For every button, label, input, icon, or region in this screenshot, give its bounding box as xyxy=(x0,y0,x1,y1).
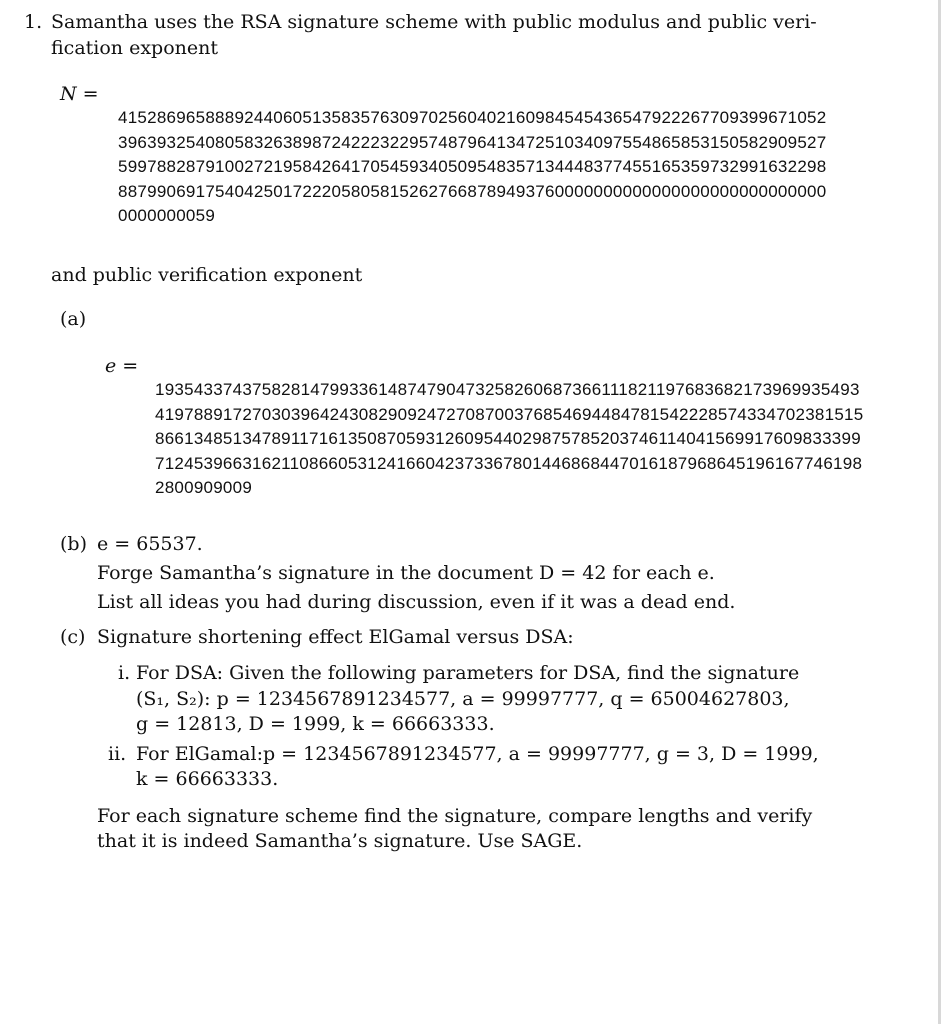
e-line: 2800909009 xyxy=(155,478,253,497)
part-a-label: (a) xyxy=(60,308,87,330)
part-b-equation: e = 65537. xyxy=(97,533,203,555)
part-c-ii-line-2: k = 66663333. xyxy=(136,768,279,790)
n-line: 8879906917540425017222058058152627668789493760000000000000000000000000000 xyxy=(118,181,827,201)
part-c-ii-line-1: For ElGamal:p = 1234567891234577, a = 99997777, g = 3, D = 1999, xyxy=(136,743,819,765)
n-line: 4152869658889244060513583576309702560402160984545436547922267709399671052 xyxy=(118,108,827,127)
e-line: 4197889172703039642430829092472708700376854694484781542228574334702381515 xyxy=(155,404,864,424)
part-b-ideas: List all ideas you had during discussion, even if it was a dead end. xyxy=(97,591,736,613)
closing-line-1: For each signature scheme find the signature, compare lengths and verify xyxy=(97,805,813,827)
problem-number: 1. xyxy=(24,11,43,33)
e-line: 7124539663162110866053124166042373367801446868447016187968645196167746198 xyxy=(155,453,863,473)
part-c-label: (c) xyxy=(60,626,86,648)
part-b-task: Forge Samantha’s signature in the document D = 42 for each e. xyxy=(97,562,715,584)
n-label: N = xyxy=(60,83,99,105)
n-line: 0000000059 xyxy=(118,206,216,225)
part-b-label: (b) xyxy=(60,533,87,555)
e-label: e = xyxy=(105,355,139,377)
e-line: 8661348513478911716135087059312609544029875785203746114041569917609833399 xyxy=(155,429,861,448)
part-c-i-label: i. xyxy=(118,662,131,684)
intro-line-1: Samantha uses the RSA signature scheme with public modulus and public veri- xyxy=(51,11,817,33)
and-public-text: and public verification exponent xyxy=(51,264,363,286)
n-line: 5997882879100272195842641705459340509548357134448377455165359732991632298 xyxy=(118,157,827,176)
part-c-ii-label: ii. xyxy=(108,743,127,765)
part-c-i-line-3: g = 12813, D = 1999, k = 66663333. xyxy=(136,713,495,735)
e-value-block xyxy=(155,378,863,501)
n-line: 3963932540805832638987242223229574879641347251034097554865853150582909527 xyxy=(118,132,827,152)
n-value-block xyxy=(118,106,826,229)
part-c-title: Signature shortening effect ElGamal versus DSA: xyxy=(97,626,574,648)
closing-line-2: that it is indeed Samantha’s signature. Use SAGE. xyxy=(97,830,583,852)
e-line: 1935433743758281479933614874790473258260687366111821197683682173969935493 xyxy=(155,380,860,399)
part-c-i-line-2: (S₁, S₂): p = 1234567891234577, a = 99997777, q = 65004627803, xyxy=(136,688,790,710)
intro-line-2: fication exponent xyxy=(51,37,218,59)
part-c-i-line-1: For DSA: Given the following parameters for DSA, find the signature xyxy=(136,662,800,684)
